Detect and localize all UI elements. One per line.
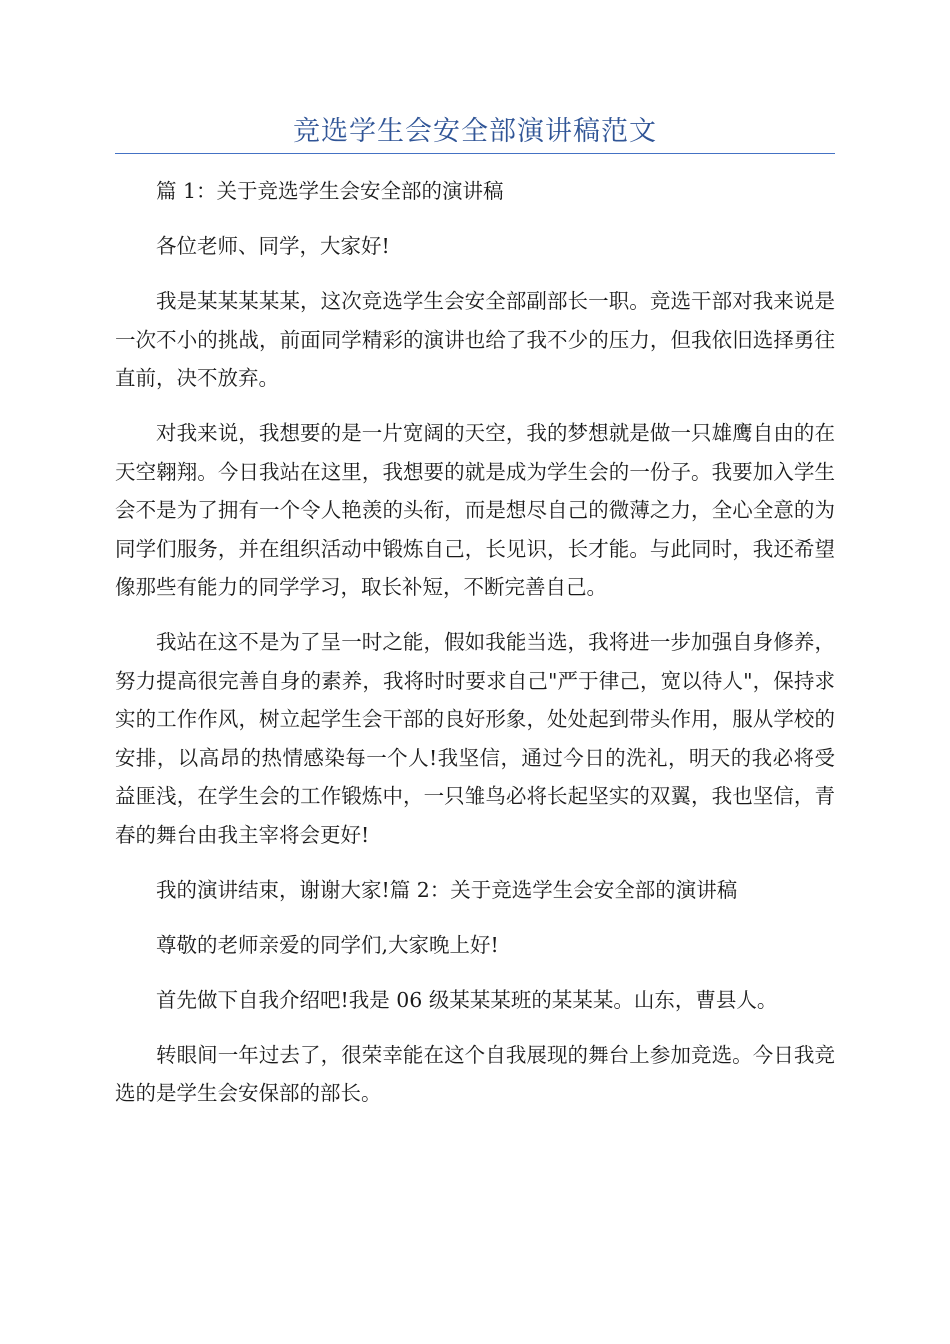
paragraph-1: 篇 1：关于竞选学生会安全部的演讲稿: [156, 179, 504, 203]
document-body: [115, 172, 835, 1129]
paragraph-2: 各位老师、同学，大家好!: [156, 234, 390, 258]
paragraph-6: 我的演讲结束，谢谢大家!篇 2：关于竞选学生会安全部的演讲稿: [156, 877, 738, 902]
document-title: 竞选学生会安全部演讲稿范文: [293, 116, 657, 147]
paragraph-8: 首先做下自我介绍吧!我是 06 级某某某班的某某某。山东，曹县人。: [156, 987, 778, 1012]
paragraph-9: 转眼间一年过去了，很荣幸能在这个自我展现的舞台上参加竞选。今日我竞选的是学生会安保部的部长。: [115, 1042, 835, 1105]
title-underline: [115, 153, 835, 154]
paragraph-7: 尊敬的老师亲爱的同学们,大家晚上好!: [156, 932, 499, 957]
paragraph-4: 对我来说，我想要的是一片宽阔的天空，我的梦想就是做一只雄鹰自由的在天空翱翔。今日我站在这里，我想要的就是成为学生会的一份子。我要加入学生会不是为了拥有一个令人艳羡的头衔，而是想尽自己的微薄之力，全心全意的为同学们服务，并在组织活动中锻炼自己，长见识，长才能。与此同时，我还希望像那些有能力的同学学习，取长补短，不断完善自己。: [115, 421, 835, 599]
paragraph-5: 我站在这不是为了呈一时之能，假如我能当选，我将进一步加强自身修养，努力提高很完善自身的素养，我将时时要求自己"严于律己，宽以待人"，保持求实的工作作风，树立起学生会干部的良好形象，处处起到带头作用，服从学校的安排，以高昂的热情感染每一个人!我坚信，通过今日的洗礼，明天的我必将受益匪浅，在学生会的工作锻炼中，一只雏鸟必将长起坚实的双翼，我也坚信，青春的舞台由我主宰将会更好!: [115, 630, 835, 847]
paragraph-3: 我是某某某某某，这次竞选学生会安全部副部长一职。竞选干部对我来说是一次不小的挑战，前面同学精彩的演讲也给了我不少的压力，但我依旧选择勇往直前，决不放弃。: [115, 289, 835, 390]
